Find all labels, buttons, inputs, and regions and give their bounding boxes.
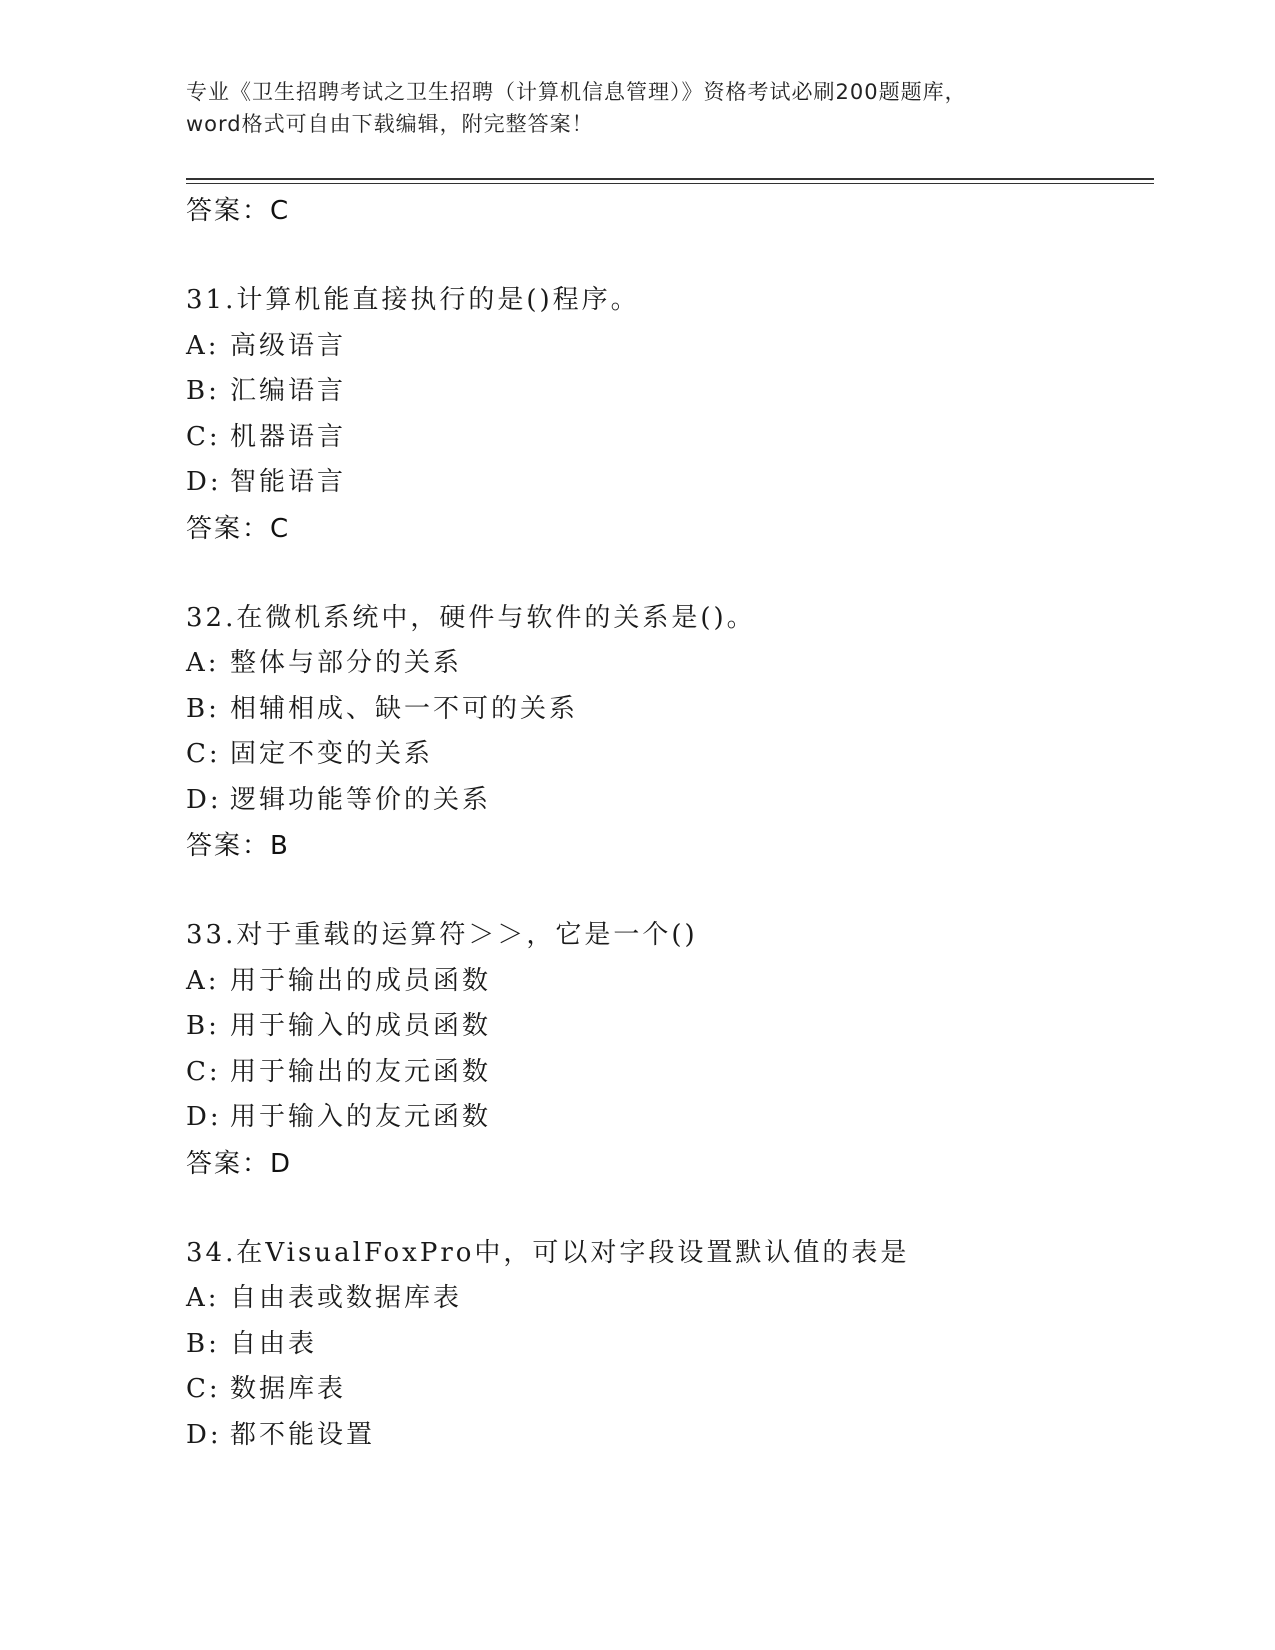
option-letter: D: <box>186 784 222 815</box>
option-text: 用于输入的友元函数 <box>230 1102 492 1132</box>
question-list <box>186 188 1154 1458</box>
question-32 <box>186 596 1154 870</box>
question-34 <box>186 1231 1154 1459</box>
header-line-2: word格式可自由下载编辑，附完整答案！ <box>186 112 594 136</box>
option-d <box>186 1413 1154 1459</box>
option-text: 相辅相成、缺一不可的关系 <box>230 693 579 724</box>
option-letter: A: <box>186 1283 220 1313</box>
option-b <box>186 687 1154 733</box>
question-text: 33.对于重载的运算符＞＞，它是一个() <box>186 920 698 950</box>
option-b <box>186 1004 1154 1050</box>
option-text: 自由表或数据库表 <box>230 1283 463 1313</box>
option-letter: A: <box>186 965 220 996</box>
option-a <box>186 1276 1154 1322</box>
option-text: 用于输入的成员函数 <box>230 1011 492 1041</box>
option-a <box>186 959 1154 1005</box>
option-b <box>186 1322 1154 1368</box>
option-text: 汇编语言 <box>230 376 347 406</box>
option-letter: C: <box>186 739 221 769</box>
option-letter: D: <box>186 467 222 497</box>
document-header <box>186 76 1086 140</box>
question-text: 31.计算机能直接执行的是()程序。 <box>186 285 640 315</box>
answer-label: 答案：C <box>186 196 291 226</box>
question-33 <box>186 913 1154 1187</box>
option-c <box>186 732 1154 778</box>
option-text: 固定不变的关系 <box>230 739 434 769</box>
header-line-1: 专业《卫生招聘考试之卫生招聘（计算机信息管理）》资格考试必刷200题题库， <box>186 80 967 104</box>
option-text: 用于输出的友元函数 <box>230 1056 492 1087</box>
option-letter: B: <box>186 376 220 406</box>
option-a <box>186 641 1154 687</box>
option-a <box>186 324 1154 370</box>
question-text: 32.在微机系统中，硬件与软件的关系是()。 <box>186 602 756 633</box>
answer-label: 答案：C <box>186 513 291 544</box>
option-letter: B: <box>186 1328 220 1359</box>
question-text: 34.在VisualFoxPro中，可以对字段设置默认值的表是 <box>186 1237 910 1268</box>
option-letter: C: <box>186 421 221 452</box>
option-c <box>186 415 1154 461</box>
option-text: 用于输出的成员函数 <box>230 965 492 996</box>
option-b <box>186 369 1154 415</box>
question-31 <box>186 278 1154 552</box>
option-c <box>186 1050 1154 1096</box>
option-letter: B: <box>186 693 220 724</box>
option-text: 整体与部分的关系 <box>230 648 463 678</box>
option-letter: A: <box>186 648 220 678</box>
option-letter: B: <box>186 1011 220 1041</box>
option-text: 都不能设置 <box>230 1419 376 1450</box>
option-d <box>186 460 1154 506</box>
option-letter: D: <box>186 1419 222 1450</box>
option-text: 逻辑功能等价的关系 <box>230 784 492 815</box>
option-text: 高级语言 <box>230 330 347 361</box>
option-text: 智能语言 <box>230 467 347 497</box>
option-d <box>186 1095 1154 1141</box>
answer-label: 答案：B <box>186 831 290 861</box>
option-text: 数据库表 <box>230 1374 347 1404</box>
option-text: 自由表 <box>230 1328 318 1359</box>
header-divider <box>186 178 1154 184</box>
option-letter: C: <box>186 1056 221 1087</box>
option-c <box>186 1367 1154 1413</box>
option-letter: D: <box>186 1102 222 1132</box>
answer-label: 答案：D <box>186 1148 293 1179</box>
option-d <box>186 778 1154 824</box>
option-text: 机器语言 <box>230 421 347 452</box>
option-letter: C: <box>186 1374 221 1404</box>
option-letter: A: <box>186 330 220 361</box>
